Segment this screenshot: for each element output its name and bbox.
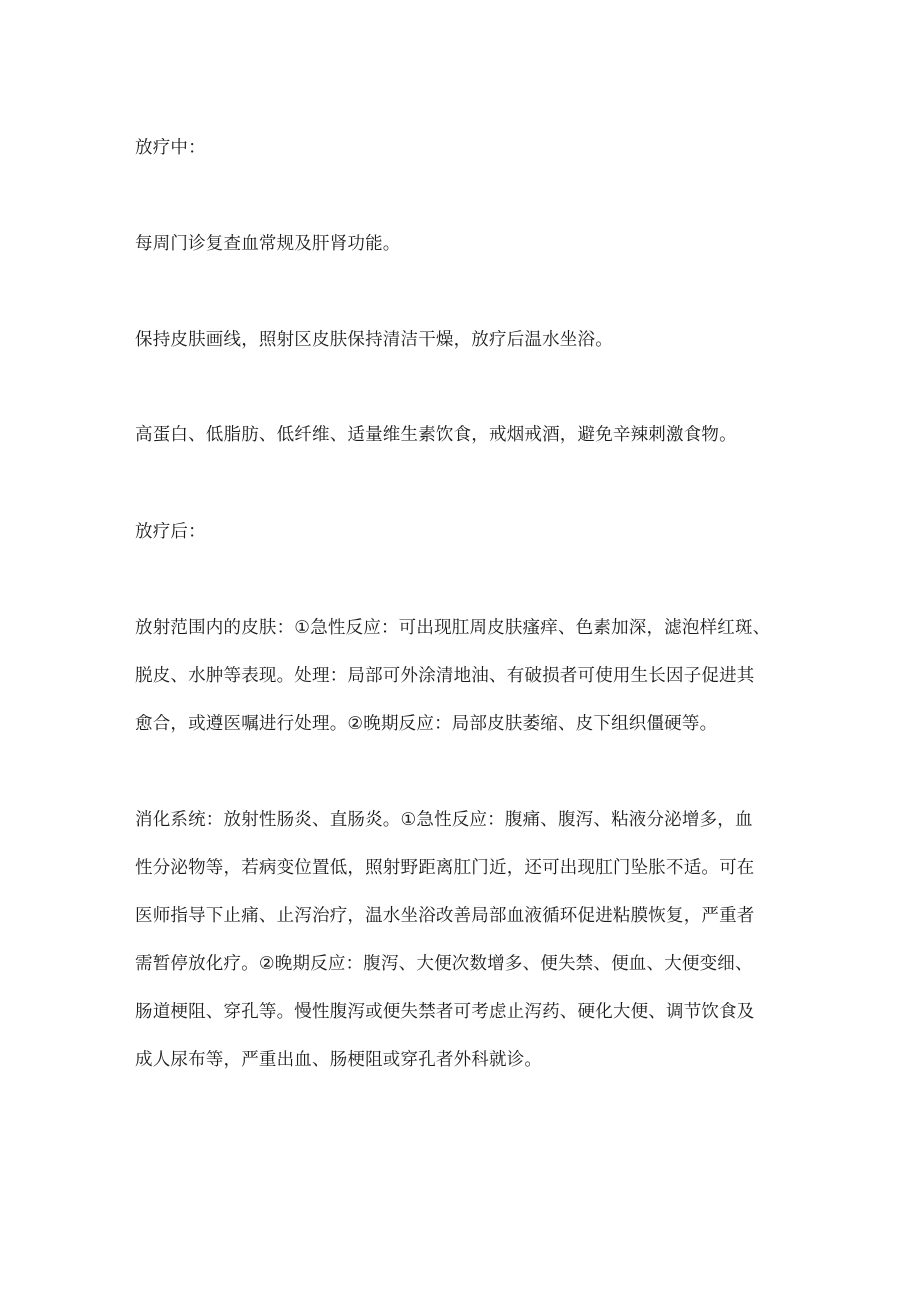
paragraph-skin-care — [135, 316, 795, 364]
paragraph-weekly-checkup — [135, 220, 795, 268]
paragraph-line: 每周门诊复查血常规及肝肾功能。 — [135, 234, 401, 254]
paragraph-line: 放疗中： — [135, 138, 206, 158]
paragraph-line: 性分泌物等，若病变位置低，照射野距离肛门近，还可出现肛门坠胀不适。可在 — [135, 858, 755, 878]
paragraph-diet — [135, 411, 795, 459]
paragraph-line: 愈合，或遵医嘱进行处理。②晚期反应：局部皮肤萎缩、皮下组织僵硬等。 — [135, 714, 718, 734]
paragraph-line: 肠道梗阻、穿孔等。慢性腹泻或便失禁者可考虑止泻药、硬化大便、调节饮食及 — [135, 1002, 755, 1022]
paragraph-line: 高蛋白、低脂肪、低纤维、适量维生素饮食，戒烟戒酒，避免辛辣刺激食物。 — [135, 425, 737, 445]
heading-after-radiotherapy — [135, 508, 795, 556]
paragraph-line: 成人尿布等，严重出血、肠梗阻或穿孔者外科就诊。 — [135, 1050, 543, 1070]
paragraph-skin-reaction — [135, 604, 795, 748]
paragraph-line: 放疗后： — [135, 522, 206, 542]
paragraph-line: 放射范围内的皮肤：①急性反应：可出现肛周皮肤瘙痒、色素加深，滤泡样红斑、 — [135, 618, 771, 638]
paragraph-line: 保持皮肤画线，照射区皮肤保持清洁干燥，放疗后温水坐浴。 — [135, 330, 613, 350]
paragraph-line: 需暂停放化疗。②晚期反应：腹泻、大便次数增多、便失禁、便血、大便变细、 — [135, 954, 753, 974]
paragraph-line: 医师指导下止痛、止泻治疗，温水坐浴改善局部血液循环促进粘膜恢复，严重者 — [135, 906, 755, 926]
paragraph-line: 脱皮、水肿等表现。处理：局部可外涂清地油、有破损者可使用生长因子促进其 — [135, 666, 755, 686]
heading-during-radiotherapy — [135, 124, 795, 172]
paragraph-digestive-system — [135, 796, 795, 1084]
paragraph-line: 消化系统：放射性肠炎、直肠炎。①急性反应：腹痛、腹泻、粘液分泌增多，血 — [135, 810, 753, 830]
